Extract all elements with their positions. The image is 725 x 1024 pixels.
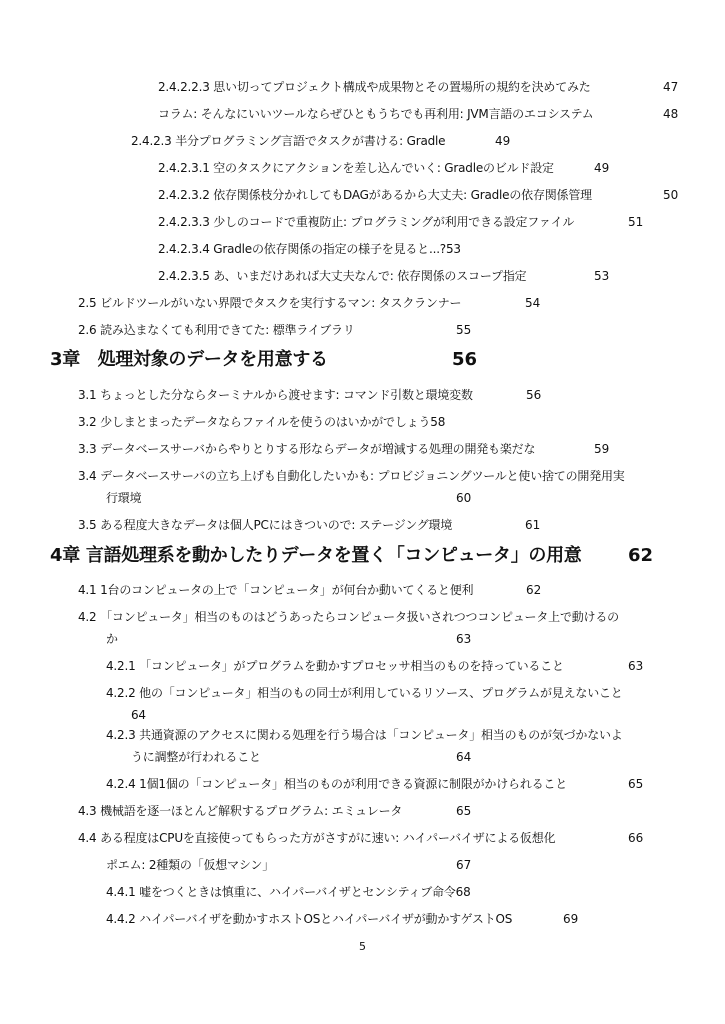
toc-entry-3-5: 3.5 ある程度大きなデータは個人PCにはきついので: ステージング環境 [78,518,453,532]
toc-page-number: 54 [525,296,541,310]
toc-entry-4-2-3: 4.2.3 共通資源のアクセスに関わる処理を行う場合は「コンピュータ」相当のものが気づかないよ [106,728,623,742]
toc-entry-2-4-2-3-4: 2.4.2.3.4 Gradleの依存関係の指定の様子を見ると...?53 [158,242,461,256]
toc-page-number: 64 [456,750,472,764]
toc-page-number: 61 [525,518,541,532]
toc-entry-4-2: 4.2 「コンピュータ」相当のものはどうあったらコンピュータ扱いされつつコンピュータ上で動けるの [78,610,619,624]
toc-entry-2-4-2-2-3: 2.4.2.2.3 思い切ってプロジェクト構成や成果物とその置場所の規約を決めてみた [158,80,591,94]
toc-entry-2-4-2-3-1: 2.4.2.3.1 空のタスクにアクションを差し込んでいく: Gradleのビルド設定 [158,161,554,175]
toc-entry-2-6: 2.6 読み込まなくても利用できてた: 標準ライブラリ [78,323,355,337]
toc-chapter-4: 4章 言語処理系を動かしたりデータを置く「コンピュータ」の用意 [50,545,582,566]
toc-page-number: 62 [526,583,542,597]
toc-entry-3-2: 3.2 少しまとまったデータならファイルを使うのはいかがでしょう58 [78,415,446,429]
toc-entry-4-3: 4.3 機械語を逐一ほとんど解釈するプログラム: エミュレータ [78,804,403,818]
toc-page-number: 67 [456,858,472,872]
toc-entry-4-2-2: 4.2.2 他の「コンピュータ」相当のもの同士が利用しているリソース、プログラムが見えないこと [106,686,623,700]
toc-entry-column-jvm: コラム: そんなにいいツールならぜひともうちでも再利用: JVM言語のエコシステム [158,107,594,121]
toc-entry-2-5: 2.5 ビルドツールがいない界隈でタスクを実行するマン: タスクランナー [78,296,462,310]
toc-page-number: 50 [663,188,679,202]
toc-page-number: 56 [526,388,542,402]
toc-entry-4-4-2: 4.4.2 ハイパーバイザを動かすホストOSとハイパーバイザが動かすゲストOS [106,912,513,926]
page-folio-number: 5 [359,940,366,953]
toc-page-number: 49 [495,134,511,148]
toc-page-number: 49 [594,161,610,175]
toc-entry-3-4-cont: 行環境 [106,491,142,505]
toc-page-number: 65 [628,777,644,791]
toc-entry-poem: ポエム: 2種類の「仮想マシン」 [106,858,274,872]
toc-page-number: 60 [456,491,472,505]
toc-page-number: 65 [456,804,472,818]
toc-entry-2-4-2-3-3: 2.4.2.3.3 少しのコードで重複防止: プログラミングが利用できる設定ファイル [158,215,575,229]
toc-page-number: 63 [456,632,472,646]
toc-entry-4-2-2-cont: 64 [131,708,146,722]
toc-page-number: 69 [563,912,579,926]
toc-page-number: 48 [663,107,679,121]
toc-entry-4-4: 4.4 ある程度はCPUを直接使ってもらった方がさすがに速い: ハイパーバイザによる仮想化 [78,831,556,845]
toc-page-number: 51 [628,215,644,229]
toc-page-number: 47 [663,80,679,94]
toc-entry-3-4: 3.4 データベースサーバの立ち上げも自動化したいかも: プロビジョニングツールと使い捨ての開発用実 [78,469,625,483]
toc-entry-4-2-1: 4.2.1 「コンピュータ」がプログラムを動かすプロセッサ相当のものを持っていること [106,659,564,673]
toc-chapter-page-number: 62 [628,545,654,566]
toc-entry-4-2-3-cont: うに調整が行われること [131,750,261,764]
toc-page-number: 63 [628,659,644,673]
toc-entry-3-3: 3.3 データベースサーバからやりとりする形ならデータが増減する処理の開発も楽だな [78,442,536,456]
toc-entry-4-2-4: 4.2.4 1個1個の「コンピュータ」相当のものが利用できる資源に制限がかけられること [106,777,568,791]
toc-entry-2-4-2-3-5: 2.4.2.3.5 あ、いまだけあれば大丈夫なんで: 依存関係のスコープ指定 [158,269,527,283]
toc-entry-4-1: 4.1 1台のコンピュータの上で「コンピュータ」が何台か動いてくると便利 [78,583,474,597]
toc-entry-4-4-1: 4.4.1 嘘をつくときは慎重に、ハイパーバイザとセンシティブ命令68 [106,885,471,899]
toc-entry-4-2-cont: か [106,632,118,646]
toc-page-number: 53 [594,269,610,283]
toc-page-number: 66 [628,831,644,845]
toc-chapter-3: 3章 処理対象のデータを用意する [50,349,328,370]
toc-page-number: 55 [456,323,472,337]
toc-entry-2-4-2-3-2: 2.4.2.3.2 依存関係枝分かれしてもDAGがあるから大丈夫: Gradleの依存関係管理 [158,188,592,202]
toc-page-number: 59 [594,442,610,456]
toc-chapter-page-number: 56 [452,349,478,370]
toc-entry-2-4-2-3: 2.4.2.3 半分プログラミング言語でタスクが書ける: Gradle [131,134,446,148]
toc-entry-3-1: 3.1 ちょっとした分ならターミナルから渡せます: コマンド引数と環境変数 [78,388,473,402]
